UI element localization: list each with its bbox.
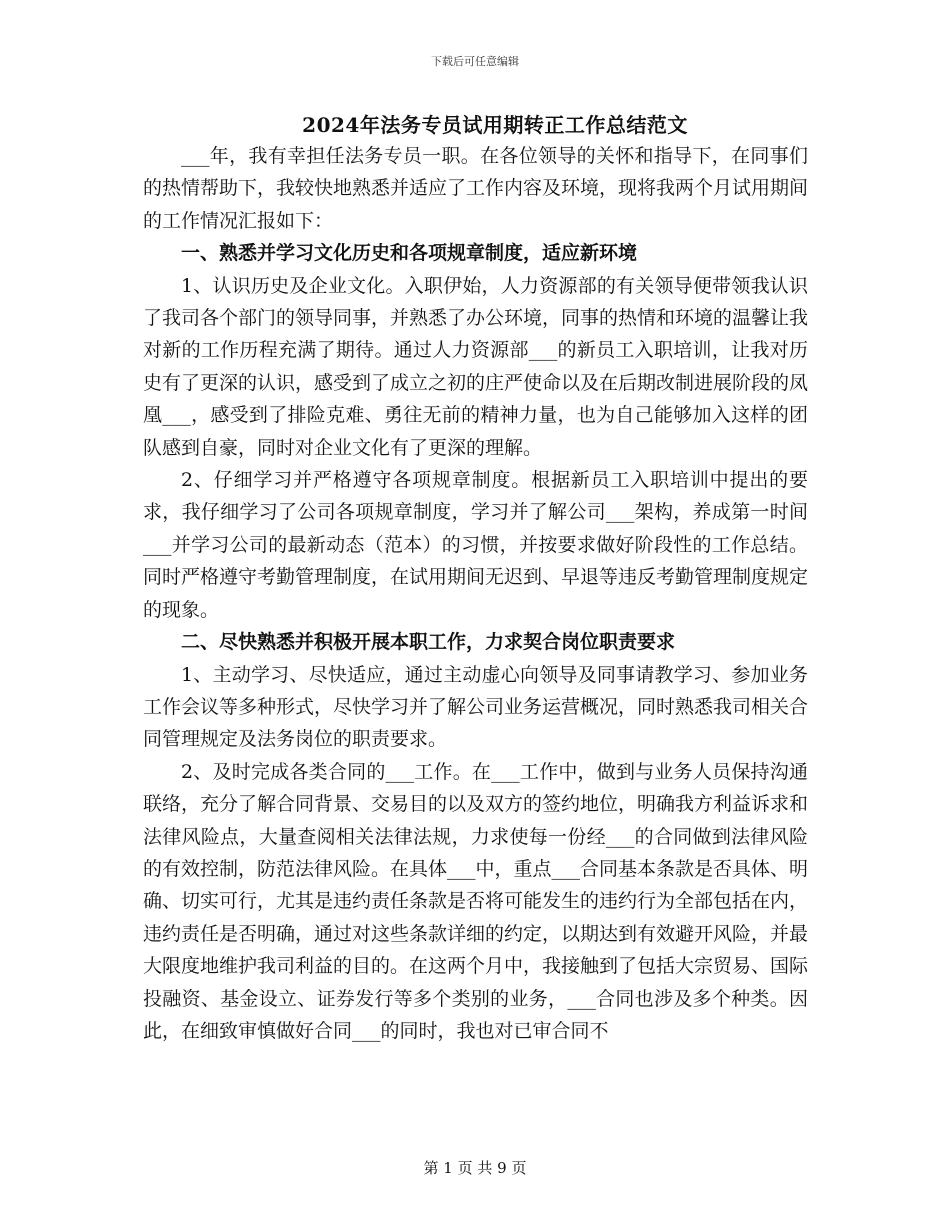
document-body (143, 140, 808, 1047)
page-header: 下载后可任意编辑 (431, 55, 519, 68)
paragraph-learning: 1、主动学习、尽快适应，通过主动虚心向领导及同事请教学习、参加业务工作会议等多种形式，尽快学习并了解公司业务运营概况，同时熟悉我司相关合同管理规定及法务岗位的职责要求。 (143, 663, 809, 751)
paragraph-contracts: 2、及时完成各类合同的___工作。在___工作中，做到与业务人员保持沟通联络，充分了解合同背景、交易目的以及双方的签约地位，明确我方利益诉求和法律风险点，大量查阅相关法律法规，力求使每一份经___的合同做到法律风险的有效控制，防范法律风险。在具体___中，重点___合同基本条款是否具体、明确、切实可行，尤其是违约责任条款是否将可能发生的违约行为全部包括在内，违约责任是否明确，通过对这些条款详细的约定，以期达到有效避开风险，并最大限度地维护我司利益的目的。在这两个月中，我接触到了包括大宗贸易、国际投融资、基金设立、证券发行等多个类别的业务，___合同也涉及多个种类。因此，在细致审慎做好合同___的同时，我也对已审合同不 (143, 760, 809, 1042)
section-heading-2: 二、尽快熟悉并积极开展本职工作，力求契合岗位职责要求 (181, 631, 676, 654)
section-heading-1: 一、熟悉并学习文化历史和各项规章制度，适应新环境 (181, 242, 638, 265)
page-footer: 第 1 页 共 9 页 (423, 1159, 527, 1177)
intro-paragraph: ___年，我有幸担任法务专员一职。在各位领导的关怀和指导下，在同事们的热情帮助下，我较快地熟悉并适应了工作内容及环境，现将我两个月试用期间的工作情况汇报如下： (143, 145, 809, 232)
paragraph-history-culture: 1、认识历史及企业文化。入职伊始，人力资源部的有关领导便带领我认识了我司各个部门的领导同事，并熟悉了办公环境，同事的热情和环境的温馨让我对新的工作历程充满了期待。通过人力资源部___的新员工入职培训，让我对历史有了更深的认识，感受到了成立之初的庄严使命以及在后期改制进展阶段的凤凰___，感受到了排险克难、勇往无前的精神力量，也为自己能够加入这样的团队感到自豪，同时对企业文化有了更深的理解。 (143, 274, 809, 459)
document-title: 2024年法务专员试用期转正工作总结范文 (302, 113, 688, 137)
paragraph-rules: 2、仔细学习并严格遵守各项规章制度。根据新员工入职培训中提出的要求，我仔细学习了公司各项规章制度，学习并了解公司___架构，养成第一时间___并学习公司的最新动态（范本）的习惯，并按要求做好阶段性的工作总结。同时严格遵守考勤管理制度，在试用期间无迟到、早退等违反考勤管理制度规定的现象。 (143, 469, 809, 621)
